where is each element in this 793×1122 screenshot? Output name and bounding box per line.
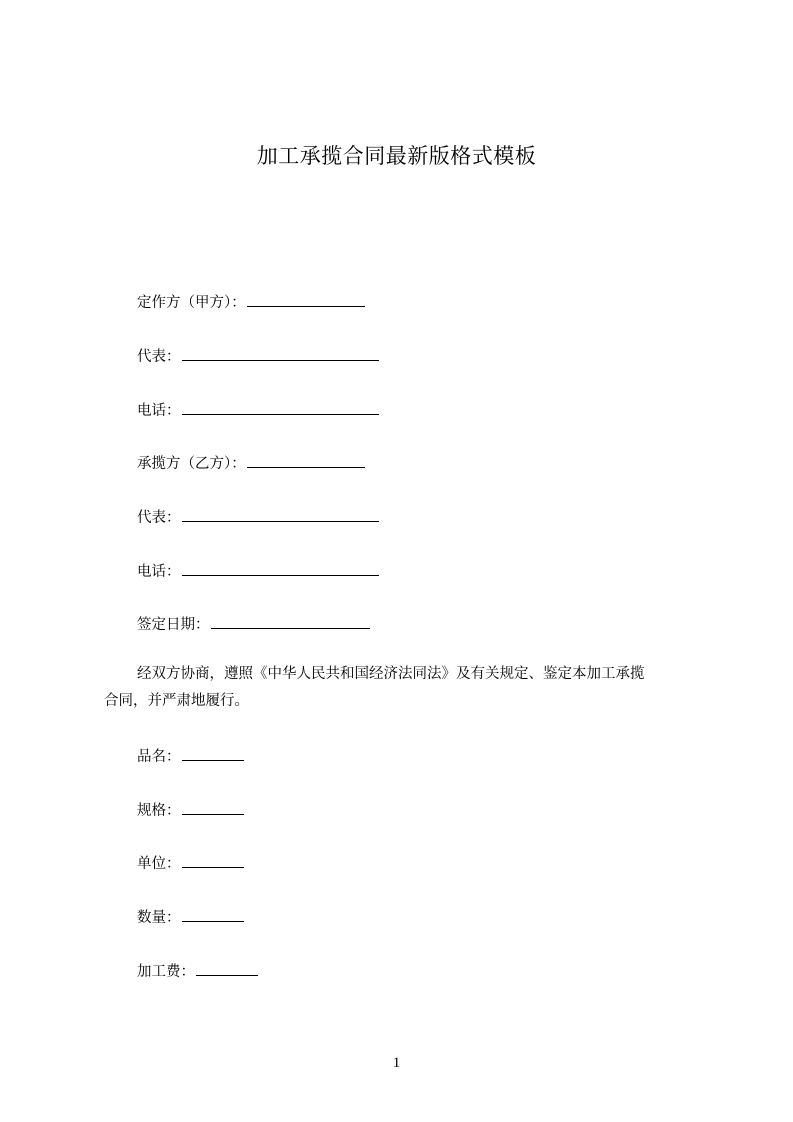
blank-line	[182, 345, 379, 361]
blank-line	[182, 745, 244, 761]
item-label: 品名：	[137, 749, 181, 765]
field-party-b-phone	[137, 560, 379, 582]
field-label: 代表：	[137, 349, 181, 365]
blank-line	[182, 906, 244, 922]
item-specification	[137, 799, 244, 821]
item-processing-fee	[137, 960, 258, 982]
field-party-a-phone	[137, 399, 379, 421]
contract-paragraph	[104, 661, 704, 715]
page-number: 1	[392, 1055, 401, 1071]
blank-line	[182, 799, 244, 815]
item-product-name	[137, 745, 244, 767]
blank-line	[247, 452, 365, 468]
item-unit	[137, 852, 244, 874]
item-label: 单位：	[137, 856, 181, 872]
item-label: 加工费：	[137, 964, 195, 980]
blank-line	[247, 291, 365, 307]
field-party-a-representative	[137, 345, 379, 367]
paragraph-line-2: 合同，并严肃地履行。	[104, 693, 249, 709]
item-label: 规格：	[137, 803, 181, 819]
item-quantity	[137, 906, 244, 928]
field-label: 代表：	[137, 510, 181, 526]
field-party-b-representative	[137, 506, 379, 528]
paragraph-line-1: 经双方协商，遵照《中华人民共和国经济法同法》及有关规定、鉴定本加工承揽	[137, 666, 645, 682]
item-label: 数量：	[137, 910, 181, 926]
field-label: 承揽方（乙方）：	[137, 456, 246, 472]
field-party-b	[137, 452, 365, 474]
field-party-a	[137, 291, 365, 313]
blank-line	[182, 399, 379, 415]
blank-line	[182, 560, 379, 576]
field-label: 定作方（甲方）：	[137, 295, 246, 311]
field-label: 电话：	[137, 564, 181, 580]
blank-line	[211, 613, 370, 629]
field-label: 签定日期：	[137, 617, 210, 633]
blank-line	[182, 506, 379, 522]
blank-line	[182, 852, 244, 868]
field-label: 电话：	[137, 403, 181, 419]
field-signing-date	[137, 613, 370, 635]
document-title: 加工承揽合同最新版格式模板	[256, 144, 537, 168]
blank-line	[196, 960, 258, 976]
